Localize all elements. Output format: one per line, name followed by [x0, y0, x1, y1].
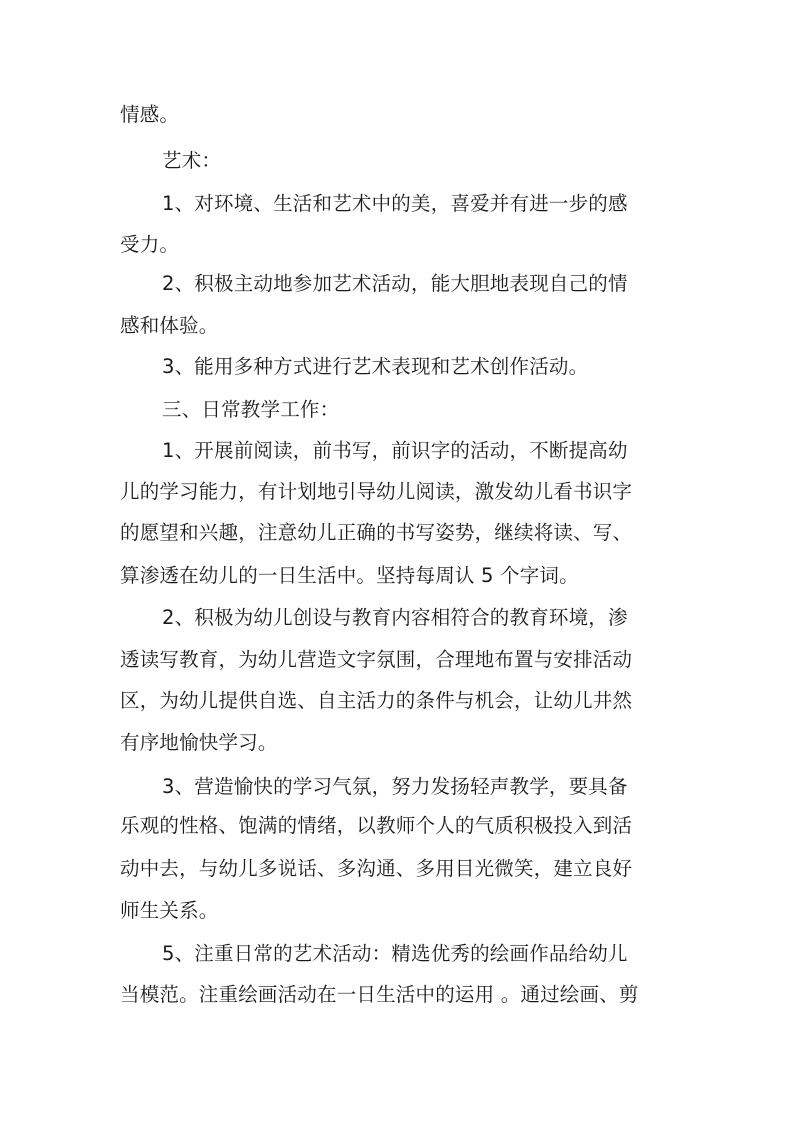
text-line: 乐观的性格、饱满的情绪，以教师个人的气质积极投入到活 [120, 814, 633, 837]
text-line: 情感。 [120, 103, 180, 126]
text-line: 5、注重日常的艺术活动：精选优秀的绘画作品给幼儿 [162, 942, 628, 965]
text-line: 3、能用多种方式进行艺术表现和艺术创作活动。 [162, 355, 589, 378]
text-line: 3、营造愉快的学习气氛，努力发扬轻声教学，要具备 [162, 775, 628, 798]
text-line: 区，为幼儿提供自选、自主活力的条件与机会，让幼儿井然 [120, 689, 633, 712]
text-line: 1、对环境、生活和艺术中的美，喜爱并有进一步的感 [162, 192, 628, 215]
text-line: 师生关系。 [120, 899, 219, 922]
text-line: 感和体验。 [120, 314, 219, 337]
text-line: 动中去，与幼儿多说话、多沟通、多用目光微笑，建立良好 [120, 857, 633, 880]
text-line: 2、积极主动地参加艺术活动，能大胆地表现自己的情 [162, 272, 628, 295]
section-heading-art: 艺术： [162, 149, 222, 172]
text-line: 2、积极为幼儿创设与教育内容相符合的教育环境，渗 [162, 606, 628, 629]
text-line: 1、开展前阅读，前书写，前识字的活动，不断提高幼 [162, 439, 628, 462]
text-line: 儿的学习能力，有计划地引导幼儿阅读，激发幼儿看书识字 [120, 480, 633, 503]
text-line: 透读写教育，为幼儿营造文字氛围，合理地布置与安排活动 [120, 648, 633, 671]
text-line: 的愿望和兴趣，注意幼儿正确的书写姿势，继续将读、写、 [120, 521, 633, 544]
section-heading-daily-teaching: 三、日常教学工作： [162, 398, 340, 421]
text-line: 受力。 [120, 233, 180, 256]
text-line: 算渗透在幼儿的一日生活中。坚持每周认 5 个字词。 [120, 564, 579, 587]
text-line: 当模范。注重绘画活动在一日生活中的运用 。通过绘画、剪 [120, 983, 639, 1006]
text-line: 有序地愉快学习。 [120, 731, 278, 754]
